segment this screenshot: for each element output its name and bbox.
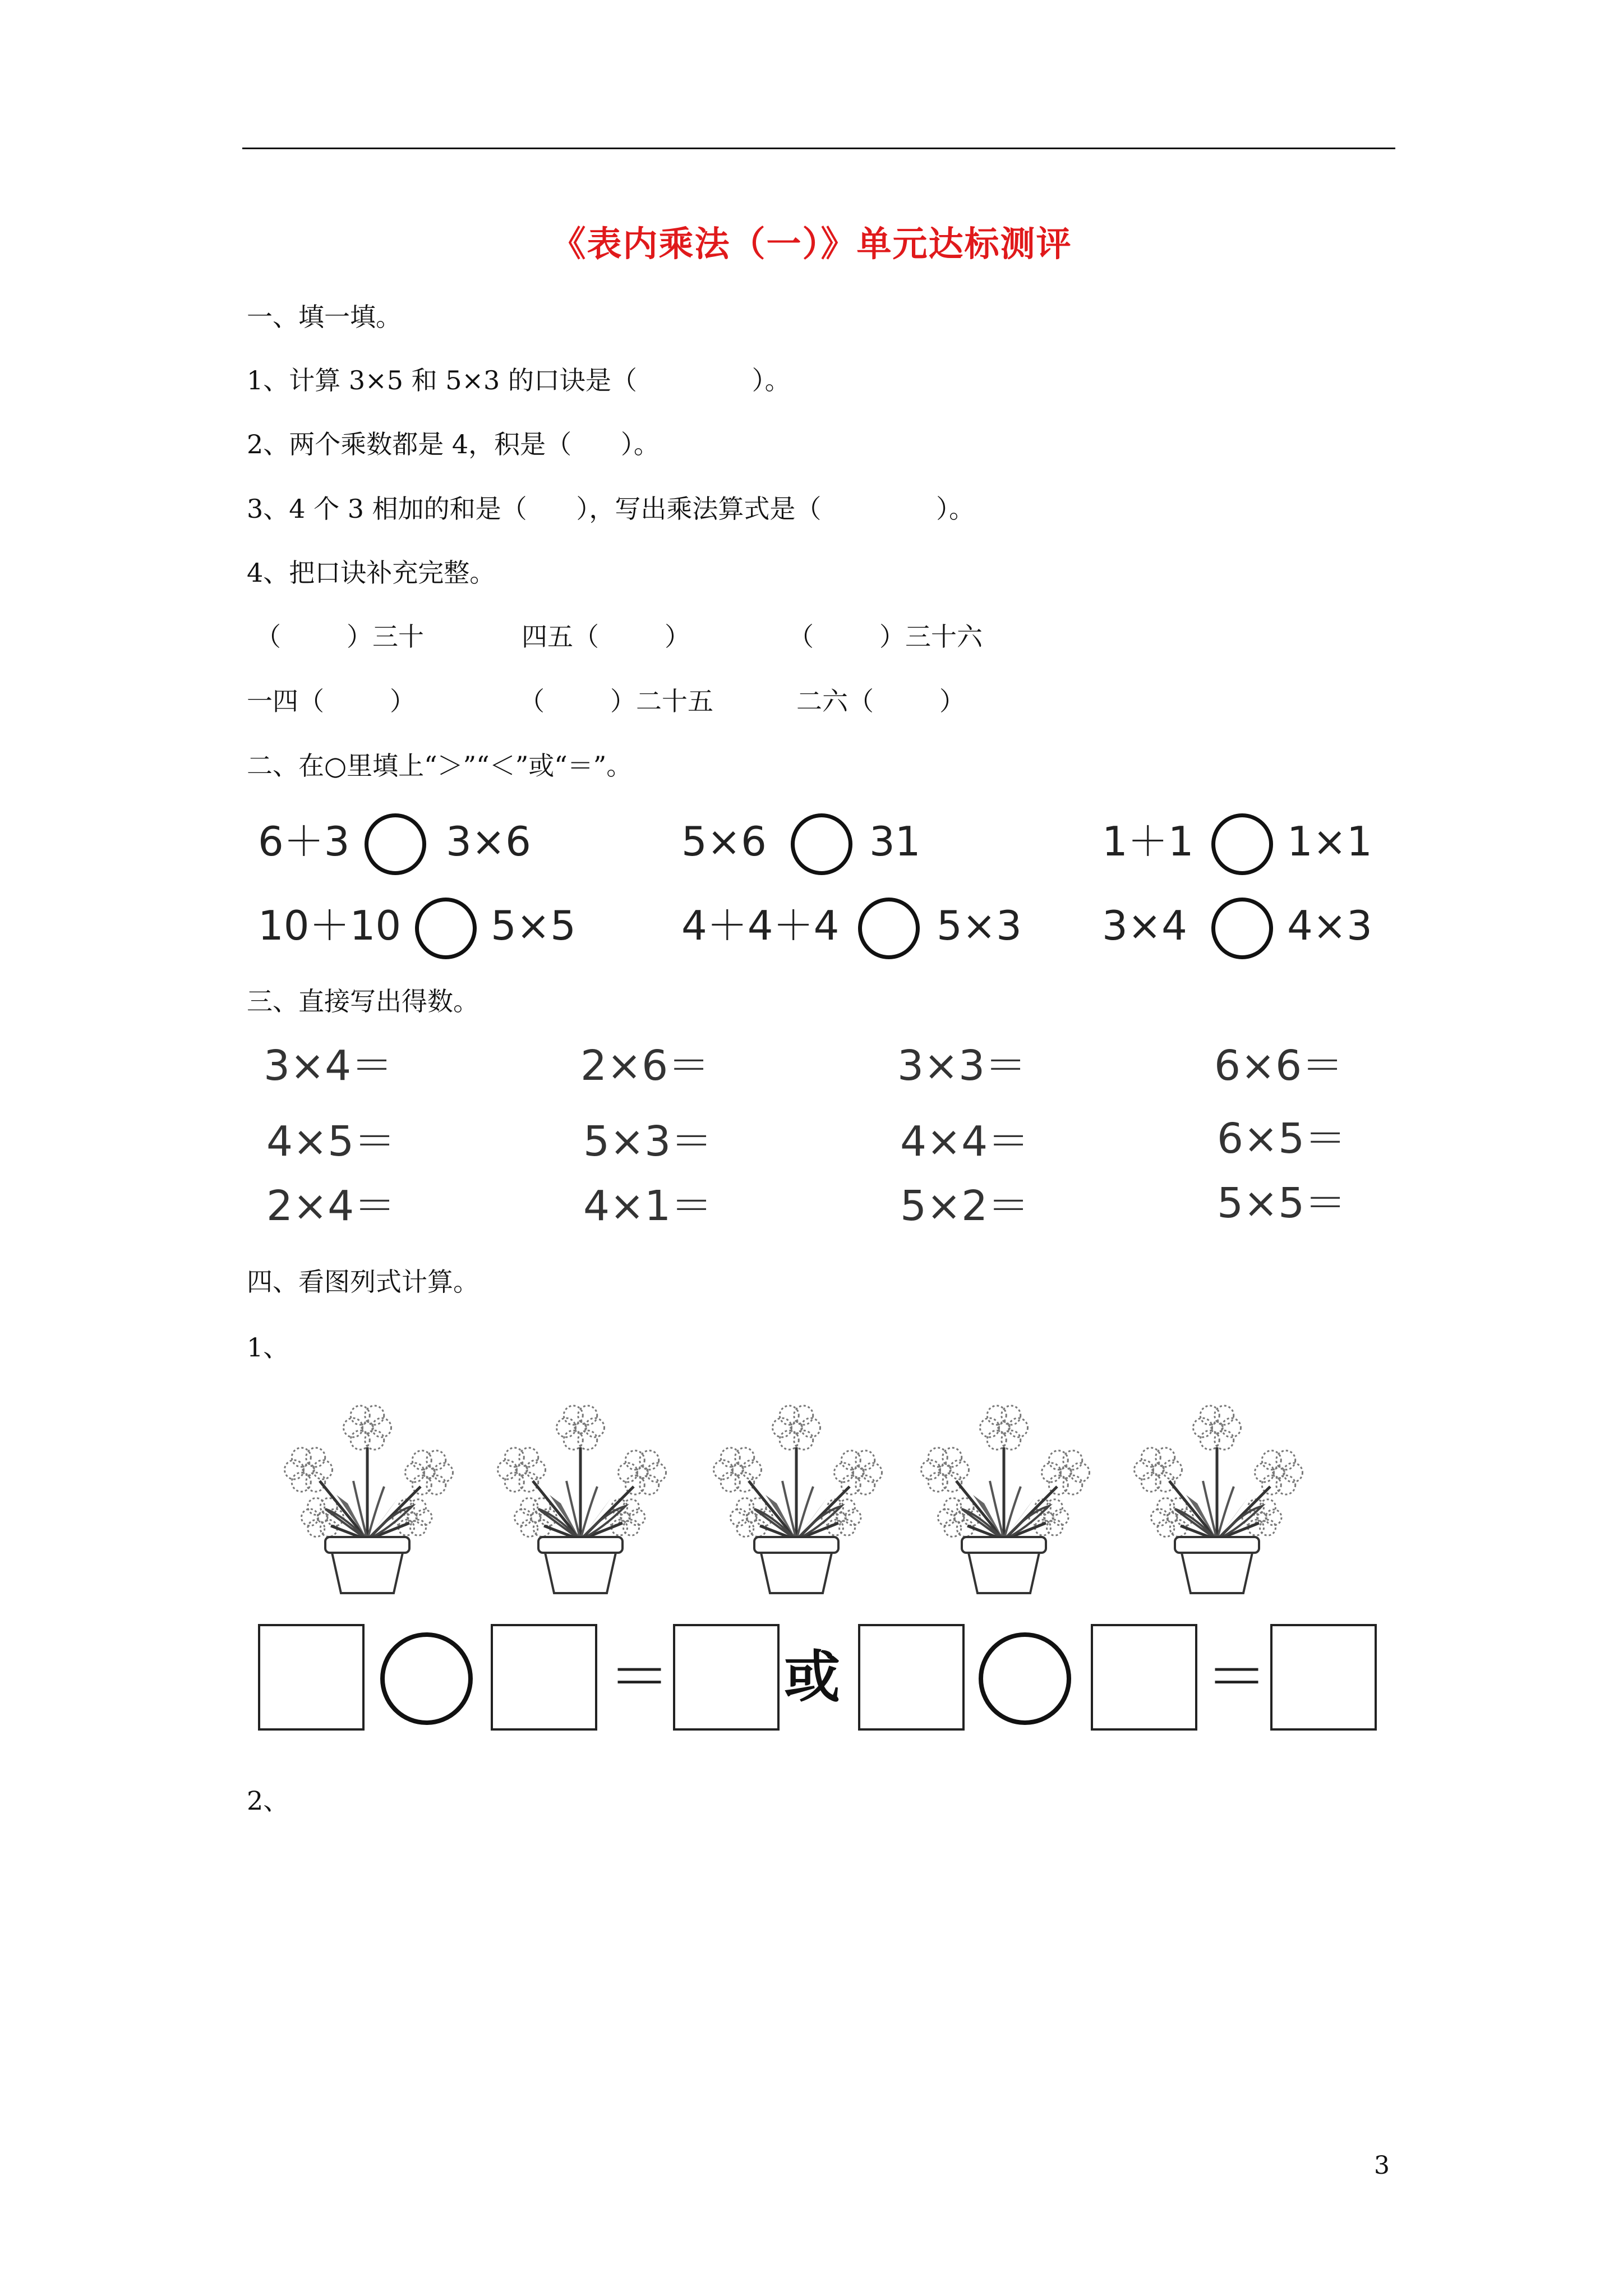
- problem-2-label: 2、: [247, 1786, 289, 1816]
- calc-item: 6×6＝: [1214, 1042, 1344, 1090]
- calc-item: 3×4＝: [264, 1042, 393, 1090]
- compare-left: 5×6: [681, 818, 767, 865]
- answer-box[interactable]: [858, 1624, 965, 1731]
- question-4: 4、把口诀补充完整。: [247, 558, 496, 588]
- compare-left: 10＋10: [258, 902, 402, 949]
- compare-circle[interactable]: [791, 813, 852, 875]
- answer-box[interactable]: [491, 1624, 597, 1731]
- answer-box[interactable]: [1270, 1624, 1377, 1731]
- compare-right: 5×3: [937, 902, 1022, 949]
- problem-1-label: 1、: [247, 1332, 289, 1363]
- section-1-heading: 一、填一填。: [247, 302, 402, 332]
- operator-circle[interactable]: [979, 1632, 1071, 1725]
- compare-right: 5×5: [491, 902, 576, 949]
- compare-left: 6＋3: [258, 818, 350, 865]
- calc-item: 4×5＝: [266, 1117, 396, 1166]
- koujue-blank: 四五（ ）: [522, 622, 690, 652]
- page-number: 3: [1374, 2151, 1390, 2180]
- calc-item: 5×2＝: [900, 1182, 1030, 1230]
- flowerpot-icon: [269, 1397, 465, 1599]
- section-2-heading: 二、在○里填上“＞”“＜”或“＝”。: [247, 751, 633, 781]
- flowerpot-icon: [698, 1397, 895, 1599]
- or-word: 或: [784, 1644, 840, 1710]
- calc-item: 5×5＝: [1217, 1179, 1347, 1227]
- question-2: 2、两个乘数都是 4，积是（ ）。: [247, 429, 660, 459]
- compare-circle[interactable]: [365, 813, 426, 875]
- flowerpot-icon: [1119, 1397, 1315, 1599]
- koujue-blank: 一四（ ）: [247, 686, 416, 716]
- question-3: 3、4 个 3 相加的和是（ ），写出乘法算式是（ ）。: [247, 494, 975, 524]
- flowerpot-icon: [906, 1397, 1102, 1599]
- question-1: 1、计算 3×5 和 5×3 的口诀是（ ）。: [247, 365, 791, 395]
- calc-item: 4×1＝: [583, 1182, 713, 1230]
- compare-circle[interactable]: [415, 898, 477, 959]
- koujue-blank: （ ）三十: [255, 622, 424, 652]
- compare-circle[interactable]: [858, 898, 920, 959]
- operator-circle[interactable]: [380, 1632, 473, 1725]
- section-3-heading: 三、直接写出得数。: [247, 986, 479, 1016]
- answer-box[interactable]: [258, 1624, 365, 1731]
- koujue-blank: 二六（ ）: [796, 686, 965, 716]
- calc-item: 4×4＝: [900, 1117, 1030, 1166]
- compare-right: 4×3: [1287, 902, 1372, 949]
- equals-sign: ＝: [1206, 1641, 1267, 1713]
- compare-right: 1×1: [1287, 818, 1372, 865]
- calc-item: 6×5＝: [1217, 1115, 1347, 1163]
- calc-item: 5×3＝: [583, 1117, 713, 1166]
- calc-item: 3×3＝: [897, 1042, 1027, 1090]
- flowerpot-icon: [482, 1397, 679, 1599]
- equals-sign: ＝: [608, 1641, 670, 1713]
- compare-left: 4＋4＋4: [681, 902, 840, 949]
- compare-left: 3×4: [1102, 902, 1187, 949]
- answer-box[interactable]: [673, 1624, 780, 1731]
- calc-item: 2×6＝: [580, 1042, 710, 1090]
- calc-item: 2×4＝: [266, 1182, 396, 1230]
- page-title: 《表内乘法（一）》单元达标测评: [551, 223, 1072, 264]
- compare-left: 1＋1: [1102, 818, 1194, 865]
- compare-right: 31: [869, 818, 921, 865]
- compare-circle[interactable]: [1211, 813, 1273, 875]
- section-4-heading: 四、看图列式计算。: [247, 1267, 479, 1297]
- compare-circle[interactable]: [1211, 898, 1273, 959]
- koujue-blank: （ ）二十五: [519, 686, 713, 716]
- koujue-blank: （ ）三十六: [788, 622, 983, 652]
- answer-box[interactable]: [1091, 1624, 1197, 1731]
- compare-right: 3×6: [446, 818, 531, 865]
- header-rule: [242, 148, 1395, 149]
